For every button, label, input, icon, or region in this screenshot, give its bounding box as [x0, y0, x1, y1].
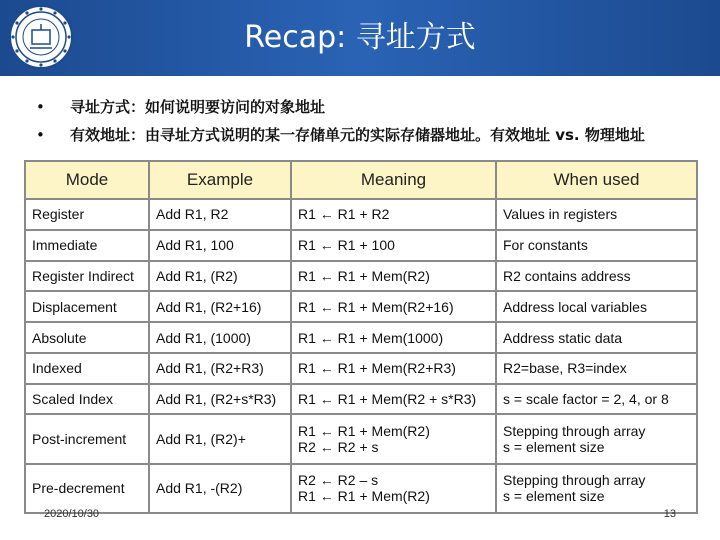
page-number: 13 — [663, 508, 676, 520]
cell-when-used-line: Address local variables — [503, 298, 647, 315]
table-row — [25, 322, 697, 353]
column-header-when-used: When used — [496, 161, 697, 199]
footer-date: 2020/10/30 — [44, 508, 100, 520]
cell-when-used-line: s = scale factor = 2, 4, or 8 — [503, 391, 669, 408]
cell-when-used — [496, 464, 697, 513]
bullet-dot: • — [36, 98, 45, 116]
cell-mode: Register — [25, 199, 149, 230]
cell-example: Add R1, (1000) — [149, 322, 291, 353]
cell-when-used — [496, 291, 697, 322]
cell-example: Add R1, (R2+s*R3) — [149, 384, 291, 415]
table-row — [25, 291, 697, 322]
cell-when-used — [496, 384, 697, 415]
column-header-meaning: Meaning — [291, 161, 496, 199]
cell-meaning — [291, 353, 496, 384]
cell-when-used-line: R2 contains address — [503, 267, 631, 284]
table-row — [25, 384, 697, 415]
cell-meaning-line: R2 ← R2 + s — [298, 439, 379, 456]
bullet-item — [36, 96, 716, 124]
table-row — [25, 464, 697, 513]
cell-example: Add R1, (R2+16) — [149, 291, 291, 322]
cell-when-used — [496, 322, 697, 353]
cell-meaning-line: R1 ← R1 + 100 — [298, 237, 395, 254]
bullet-item — [36, 124, 716, 152]
bullet-list — [36, 96, 716, 152]
cell-mode: Indexed — [25, 353, 149, 384]
table-row — [25, 230, 697, 261]
table-body — [25, 199, 697, 513]
cell-meaning — [291, 230, 496, 261]
cell-when-used-line: Values in registers — [503, 206, 618, 223]
slide-title: Recap: 寻址方式 — [244, 20, 476, 55]
addressing-modes-table — [24, 160, 698, 514]
cell-meaning — [291, 414, 496, 463]
cell-meaning-line: R1 ← R1 + Mem(R2+R3) — [298, 360, 456, 377]
cell-mode: Displacement — [25, 291, 149, 322]
column-header-example: Example — [149, 161, 291, 199]
table-row — [25, 414, 697, 463]
bullet-text: 寻址方式：如何说明要访问的对象地址 — [70, 98, 326, 116]
cell-when-used-line: Stepping through array — [503, 423, 646, 440]
cell-meaning-line: R1 ← R1 + Mem(R2+16) — [298, 298, 454, 315]
slide-header — [0, 0, 720, 76]
cell-meaning-line: R1 ← R1 + Mem(1000) — [298, 329, 444, 346]
cell-mode: Immediate — [25, 230, 149, 261]
cell-meaning — [291, 384, 496, 415]
cell-example: Add R1, 100 — [149, 230, 291, 261]
cell-meaning — [291, 322, 496, 353]
table-header-row — [25, 161, 697, 199]
cell-mode: Absolute — [25, 322, 149, 353]
bullet-dot: • — [36, 126, 45, 144]
bullet-text: 有效地址：由寻址方式说明的某一存储单元的实际存储器地址。有效地址 vs. 物理地址 — [70, 126, 645, 144]
cell-when-used-line: For constants — [503, 237, 588, 254]
cell-example: Add R1, -(R2) — [149, 464, 291, 513]
cell-meaning — [291, 261, 496, 292]
cell-when-used — [496, 353, 697, 384]
cell-meaning-line: R1 ← R1 + R2 — [298, 206, 390, 223]
cell-meaning-line: R1 ← R1 + Mem(R2) — [298, 488, 430, 505]
cell-meaning-line: R1 ← R1 + Mem(R2 + s*R3) — [298, 391, 477, 408]
cell-example: Add R1, (R2)+ — [149, 414, 291, 463]
cell-when-used-line: R2=base, R3=index — [503, 360, 627, 377]
cell-mode: Register Indirect — [25, 261, 149, 292]
cell-when-used-line: Stepping through array — [503, 472, 646, 489]
cell-when-used — [496, 230, 697, 261]
cell-meaning-line: R1 ← R1 + Mem(R2) — [298, 423, 430, 440]
cell-mode: Scaled Index — [25, 384, 149, 415]
table-row — [25, 261, 697, 292]
cell-example: Add R1, R2 — [149, 199, 291, 230]
cell-meaning — [291, 464, 496, 513]
table-row — [25, 199, 697, 230]
cell-when-used — [496, 199, 697, 230]
addressing-modes-table-wrapper — [24, 160, 696, 514]
cell-example: Add R1, (R2) — [149, 261, 291, 292]
cell-when-used-line: s = element size — [503, 439, 605, 456]
cell-mode: Post-increment — [25, 414, 149, 463]
cell-when-used-line: s = element size — [503, 488, 605, 505]
cell-when-used-line: Address static data — [503, 329, 623, 346]
cell-when-used — [496, 261, 697, 292]
table-row — [25, 353, 697, 384]
cell-example: Add R1, (R2+R3) — [149, 353, 291, 384]
cell-meaning-line: R2 ← R2 – s — [298, 472, 379, 489]
cell-meaning — [291, 291, 496, 322]
column-header-mode: Mode — [25, 161, 149, 199]
cell-mode: Pre-decrement — [25, 464, 149, 513]
cell-meaning-line: R1 ← R1 + Mem(R2) — [298, 267, 430, 284]
cell-meaning — [291, 199, 496, 230]
cell-when-used — [496, 414, 697, 463]
